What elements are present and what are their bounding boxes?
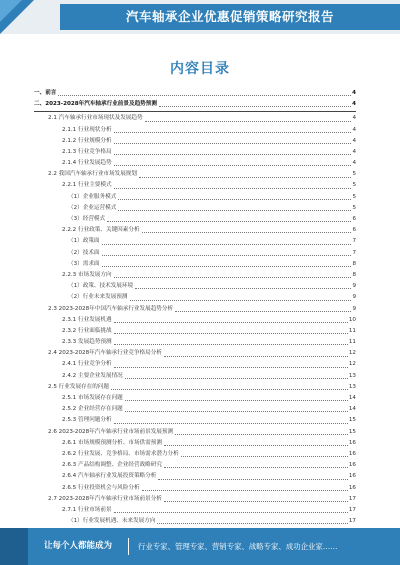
- toc-entry-title: （2）技术面: [68, 248, 101, 259]
- toc-leader-dots: [114, 165, 352, 166]
- toc-entry-title: 2.1 汽车轴承行业市场现状及发展趋势: [48, 113, 144, 124]
- toc-page-number: 9: [352, 294, 356, 301]
- toc-page-number: 13: [348, 383, 356, 390]
- toc-page-number: 16: [348, 462, 356, 469]
- toc-entry-title: 2.1.3 行业竞争格局: [62, 147, 113, 158]
- toc-entry[interactable]: [34, 147, 356, 158]
- toc-page-number: 13: [348, 372, 356, 379]
- toc-entry[interactable]: [34, 505, 356, 516]
- toc-entry-title: 一、前言: [34, 88, 57, 99]
- toc-entry-title: 2.4.2 主要企业发展情况: [62, 371, 124, 382]
- toc-page-number: 8: [352, 260, 356, 267]
- toc-page-number: 14: [348, 395, 356, 402]
- toc-page-number: 17: [348, 518, 356, 525]
- toc-page-number: 11: [348, 339, 356, 346]
- toc-entry-title: 2.3.1 行业发展机遇: [62, 315, 113, 326]
- table-of-contents: [34, 88, 356, 539]
- toc-entry[interactable]: [34, 169, 356, 180]
- toc-page-number: 4: [352, 148, 356, 155]
- toc-entry[interactable]: [34, 181, 356, 192]
- toc-entry[interactable]: [34, 371, 356, 382]
- toc-entry[interactable]: [34, 438, 356, 449]
- toc-leader-dots: [125, 411, 348, 412]
- toc-page-number: 12: [348, 361, 356, 368]
- toc-leader-dots: [114, 333, 348, 334]
- header-triangle-highlight: [0, 0, 22, 22]
- toc-entry[interactable]: [34, 483, 356, 494]
- toc-page-number: 5: [352, 204, 356, 211]
- footer-tagline: 行业专家、管理专家、营销专家、战略专家、成功企业家……: [138, 542, 338, 551]
- toc-page-number: 4: [352, 115, 356, 122]
- toc-entry[interactable]: [34, 427, 356, 438]
- toc-page-number: 4: [352, 126, 356, 133]
- toc-page-number: 5: [352, 193, 356, 200]
- toc-entry-title: 2.3 2023-2028年中国汽车轴承行业发展趋势分析: [48, 304, 174, 315]
- toc-leader-dots: [142, 490, 348, 491]
- toc-page-number: 17: [348, 495, 356, 502]
- toc-entry[interactable]: [34, 415, 356, 426]
- toc-entry[interactable]: [34, 225, 356, 236]
- toc-entry-title: 2.6.4 汽车轴承行业发展投资策略分析: [62, 471, 157, 482]
- toc-leader-dots: [175, 434, 348, 435]
- toc-leader-dots: [181, 456, 348, 457]
- toc-entry-title: 2.6 2023-2028年汽车轴承行业市场前景发展预测: [48, 427, 174, 438]
- toc-entry[interactable]: [34, 113, 356, 124]
- toc-page-number: 4: [352, 89, 356, 96]
- page-header: [0, 0, 400, 34]
- toc-page-number: 15: [348, 428, 356, 435]
- toc-entry-title: 2.6.2 行业发展、竞争格局、市场需求潜力分析: [62, 449, 180, 460]
- toc-entry[interactable]: [34, 494, 356, 505]
- toc-entry[interactable]: [34, 259, 356, 270]
- toc-entry[interactable]: [34, 236, 356, 247]
- toc-leader-dots: [145, 121, 352, 122]
- toc-leader-dots: [111, 389, 348, 390]
- toc-leader-dots: [157, 523, 347, 524]
- toc-page-number: 16: [348, 439, 356, 446]
- toc-entry[interactable]: [34, 88, 356, 99]
- toc-entry-title: （2）行业未来发展预测: [68, 292, 129, 303]
- toc-entry[interactable]: [34, 158, 356, 169]
- toc-entry[interactable]: [34, 460, 356, 471]
- toc-entry-title: 2.3.3 发展趋势预测: [62, 337, 113, 348]
- toc-entry[interactable]: [34, 99, 356, 110]
- toc-entry-title: 二、2023-2028年汽车轴承行业前景及趋势预测: [34, 99, 158, 110]
- toc-entry[interactable]: [34, 471, 356, 482]
- toc-leader-dots: [58, 95, 351, 96]
- toc-page-number: 16: [348, 450, 356, 457]
- toc-leader-dots: [114, 367, 348, 368]
- toc-leader-dots: [164, 445, 348, 446]
- toc-entry-title: 2.5.2 企业经营存在问题: [62, 404, 124, 415]
- toc-page-number: 4: [352, 101, 356, 108]
- toc-heading: 内容目录: [170, 61, 230, 77]
- toc-page-number: 6: [352, 227, 356, 234]
- toc-leader-dots: [159, 106, 351, 107]
- toc-page-number: 7: [352, 238, 356, 245]
- toc-page-number: 16: [348, 473, 356, 480]
- toc-entry-title: 2.1.2 行业规模分析: [62, 136, 113, 147]
- toc-entry[interactable]: [34, 214, 356, 225]
- toc-entry[interactable]: [34, 125, 356, 136]
- toc-entry[interactable]: [34, 203, 356, 214]
- toc-entry-title: （1）行业发展机遇、未来发展方向: [68, 516, 156, 527]
- toc-entry-title: （1）政策面: [68, 236, 101, 247]
- toc-leader-dots: [114, 344, 348, 345]
- toc-leader-dots: [102, 255, 352, 256]
- toc-leader-dots: [164, 501, 348, 502]
- toc-entry[interactable]: [34, 382, 356, 393]
- footer-slogan: 让每个人都能成为: [44, 541, 113, 551]
- toc-entry[interactable]: [34, 360, 356, 371]
- toc-entry-title: 2.2 我国汽车轴承行业市场发展规划: [48, 169, 138, 180]
- toc-leader-dots: [114, 322, 348, 323]
- toc-entry-title: （3）经营模式: [68, 214, 106, 225]
- toc-entry[interactable]: [34, 304, 356, 315]
- toc-page-number: 9: [352, 283, 356, 290]
- toc-entry[interactable]: [34, 404, 356, 415]
- toc-entry-title: 2.2.2 行业政策、关键因素分析: [62, 225, 141, 236]
- toc-page-number: 4: [352, 137, 356, 144]
- toc-leader-dots: [114, 188, 352, 189]
- toc-entry-title: 2.5 行业发展存在的问题: [48, 382, 110, 393]
- toc-page-number: 12: [348, 350, 356, 357]
- toc-page-number: 6: [352, 216, 356, 223]
- toc-entry[interactable]: [34, 192, 356, 203]
- toc-entry-title: 2.2.1 行业主要模式: [62, 180, 113, 191]
- toc-page-number: 7: [352, 249, 356, 256]
- toc-leader-dots: [118, 199, 351, 200]
- toc-entry-title: 2.1.1 行业现状分析: [62, 125, 113, 136]
- toc-page-number: 15: [348, 417, 356, 424]
- toc-leader-dots: [118, 210, 351, 211]
- toc-entry[interactable]: [34, 348, 356, 359]
- toc-entry[interactable]: [34, 248, 356, 259]
- toc-leader-dots: [164, 467, 348, 468]
- toc-entry-title: （1）政策、技术发展环境: [68, 281, 134, 292]
- toc-entry-title: 2.2.3 市场发展方向: [62, 270, 113, 281]
- toc-leader-dots: [164, 356, 348, 357]
- toc-entry-title: （1）企业服务模式: [68, 192, 117, 203]
- toc-leader-dots: [125, 378, 348, 379]
- toc-leader-dots: [158, 479, 348, 480]
- toc-entry-title: 2.7 2023-2028年汽车轴承行业市场前景分析: [48, 494, 163, 505]
- toc-leader-dots: [114, 154, 352, 155]
- toc-leader-dots: [125, 400, 348, 401]
- toc-leader-dots: [139, 177, 351, 178]
- toc-leader-dots: [175, 311, 351, 312]
- toc-entry-title: 2.5.3 管理问题分析: [62, 415, 113, 426]
- toc-entry[interactable]: [34, 281, 356, 292]
- toc-entry-title: 2.6.5 行业投资机会与风险分析: [62, 483, 141, 494]
- toc-entry[interactable]: [34, 326, 356, 337]
- toc-entry-title: 2.4 2023-2028年汽车轴承行业竞争格局分析: [48, 348, 163, 359]
- toc-page-number: 9: [352, 305, 356, 312]
- toc-leader-dots: [107, 221, 351, 222]
- toc-page-number: 10: [348, 316, 356, 323]
- toc-page-number: 5: [352, 182, 356, 189]
- toc-entry[interactable]: [34, 393, 356, 404]
- toc-page-number: 11: [348, 327, 356, 334]
- footer-divider: [128, 538, 129, 555]
- toc-page-number: 4: [352, 160, 356, 167]
- toc-leader-dots: [102, 244, 352, 245]
- toc-entry[interactable]: [34, 315, 356, 326]
- toc-leader-dots: [130, 300, 352, 301]
- toc-leader-dots: [114, 132, 352, 133]
- toc-divider: [34, 111, 356, 112]
- toc-entry[interactable]: [34, 292, 356, 303]
- toc-entry[interactable]: [34, 337, 356, 348]
- toc-entry-title: 2.4.1 行业竞争分析: [62, 359, 113, 370]
- toc-entry-title: 2.7.1 行业市场前景: [62, 505, 113, 516]
- toc-entry-title: （3）需求面: [68, 259, 101, 270]
- footer-accent: [0, 528, 28, 565]
- toc-entry-title: 2.6.3 产品结构调整、企业经营战略研究: [62, 460, 163, 471]
- toc-page-number: 14: [348, 406, 356, 413]
- toc-leader-dots: [142, 232, 352, 233]
- toc-page-number: 17: [348, 506, 356, 513]
- toc-leader-dots: [114, 143, 352, 144]
- toc-page-number: 16: [348, 484, 356, 491]
- toc-entry[interactable]: [34, 270, 356, 281]
- toc-entry[interactable]: [34, 136, 356, 147]
- toc-entry-title: 2.1.4 行业发展趋势: [62, 158, 113, 169]
- toc-entry[interactable]: [34, 516, 356, 527]
- toc-entry[interactable]: [34, 449, 356, 460]
- toc-entry-title: 2.5.1 市场发展存在问题: [62, 393, 124, 404]
- toc-entry-title: （2）企业运营模式: [68, 203, 117, 214]
- toc-leader-dots: [135, 288, 351, 289]
- report-title: 汽车轴承企业优惠促销策略研究报告: [125, 9, 334, 24]
- toc-entry-title: 2.3.2 行业面临挑战: [62, 326, 113, 337]
- toc-leader-dots: [114, 277, 352, 278]
- toc-leader-dots: [114, 423, 348, 424]
- toc-leader-dots: [102, 266, 352, 267]
- toc-page-number: 8: [352, 271, 356, 278]
- toc-leader-dots: [114, 512, 348, 513]
- toc-entry-title: 2.6.1 市场规模预测分析、市场供需预测: [62, 438, 163, 449]
- toc-page-number: 5: [352, 171, 356, 178]
